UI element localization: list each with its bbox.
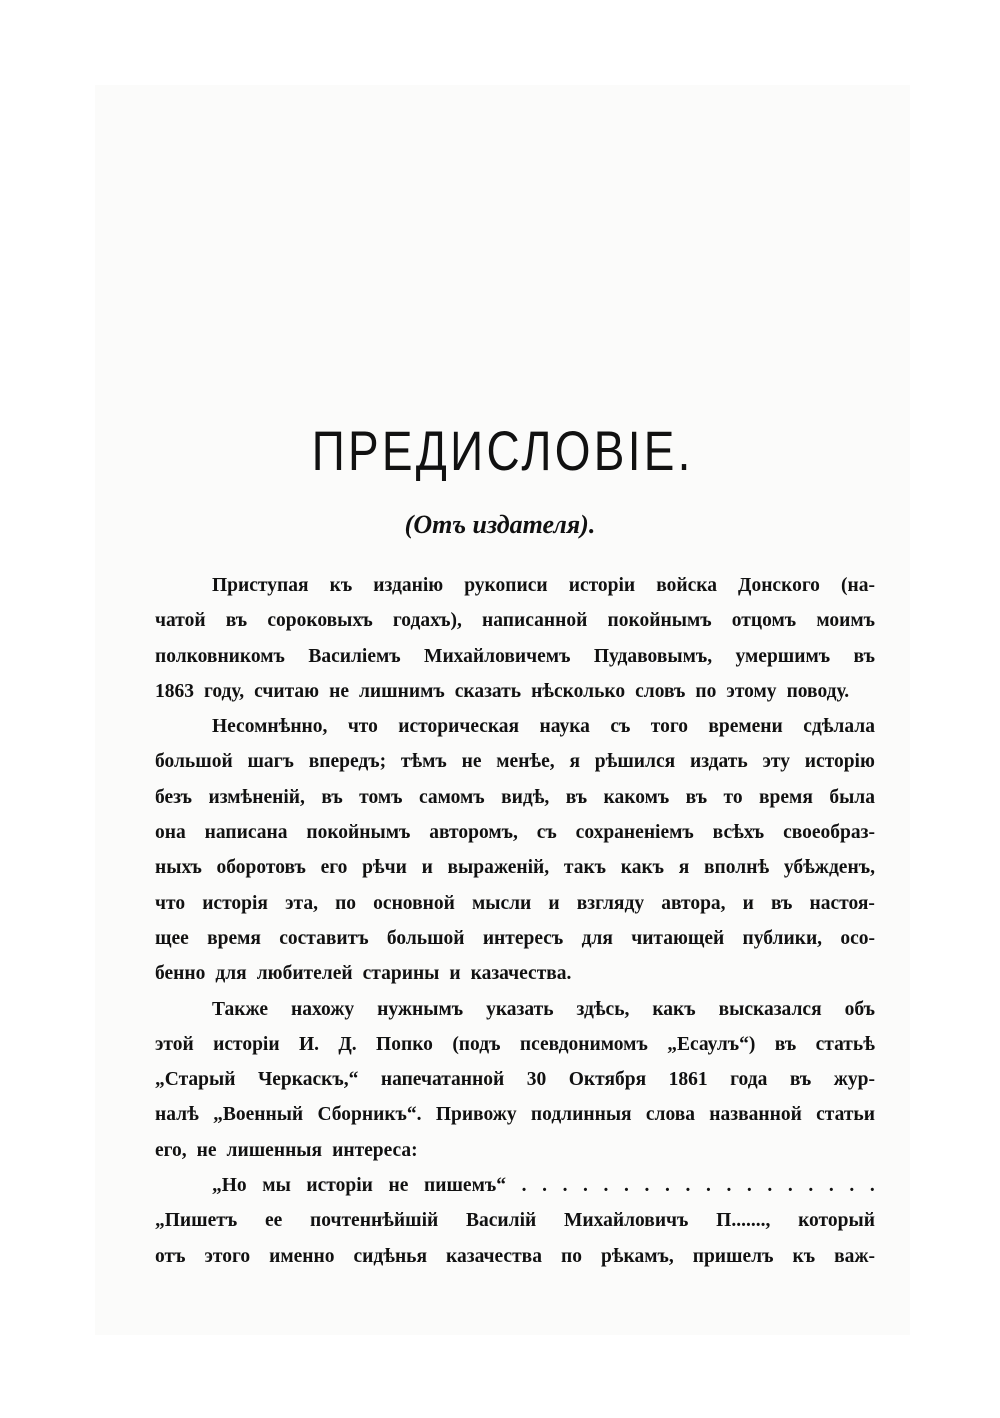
text-line: она написана покойнымъ авторомъ, съ сохраненіемъ всѣхъ своеобраз- [155, 822, 875, 844]
text-line: „Пишетъ ее почтеннѣйшій Василій Михайловичъ П......., который [155, 1210, 875, 1232]
text-line: полковникомъ Василіемъ Михайловичемъ Пудавовымъ, умершимъ въ [155, 645, 875, 667]
text-line: налѣ „Военный Сборникъ“. Привожу подлинныя слова названной статьи [155, 1104, 875, 1126]
text-line: бенно для любителей старины и казачества. [155, 963, 572, 985]
text-line: чатой въ сороковыхъ годахъ), написанной покойнымъ отцомъ моимъ [155, 610, 875, 632]
text-line: его, не лишенныя интереса: [155, 1139, 418, 1161]
text-line: Также нахожу нужнымъ указать здѣсь, какъ высказался объ [212, 998, 875, 1020]
text-line: „Старый Черкаскъ,“ напечатанной 30 Октября 1861 года въ жур- [155, 1069, 875, 1091]
body-text [155, 568, 875, 1274]
text-line: „Но мы исторіи не пишемъ“ . . . . . . . . . . . . . . . . . . [212, 1175, 875, 1197]
page-subtitle: (Отъ издателя). [404, 510, 596, 539]
text-line: этой исторіи И. Д. Попко (подъ псевдонимомъ „Есаулъ“) въ статьѣ [155, 1033, 875, 1055]
text-line: безъ измѣненій, въ томъ самомъ видѣ, въ какомъ въ то время была [155, 786, 875, 808]
text-line: что исторія эта, по основной мысли и взгляду автора, и въ настоя- [155, 892, 875, 914]
page-title: ПРЕДИСЛОВІЕ. [311, 419, 694, 482]
text-line: отъ этого именно сидѣнья казачества по рѣкамъ, пришелъ къ важ- [155, 1245, 875, 1267]
text-line: щее время составитъ большой интересъ для читающей публики, осо- [155, 927, 875, 949]
text-line: Несомнѣнно, что историческая наука съ того времени сдѣлала [212, 716, 875, 738]
text-line: 1863 году, считаю не лишнимъ сказать нѣсколько словъ по этому поводу. [155, 680, 850, 702]
text-line: большой шагъ впередъ; тѣмъ не менѣе, я рѣшился издать эту исторію [155, 751, 875, 773]
text-line: ныхъ оборотовъ его рѣчи и выраженій, такъ какъ я вполнѣ убѣжденъ, [155, 857, 875, 879]
text-line: Приступая къ изданію рукописи исторіи войска Донского (на- [212, 575, 875, 596]
